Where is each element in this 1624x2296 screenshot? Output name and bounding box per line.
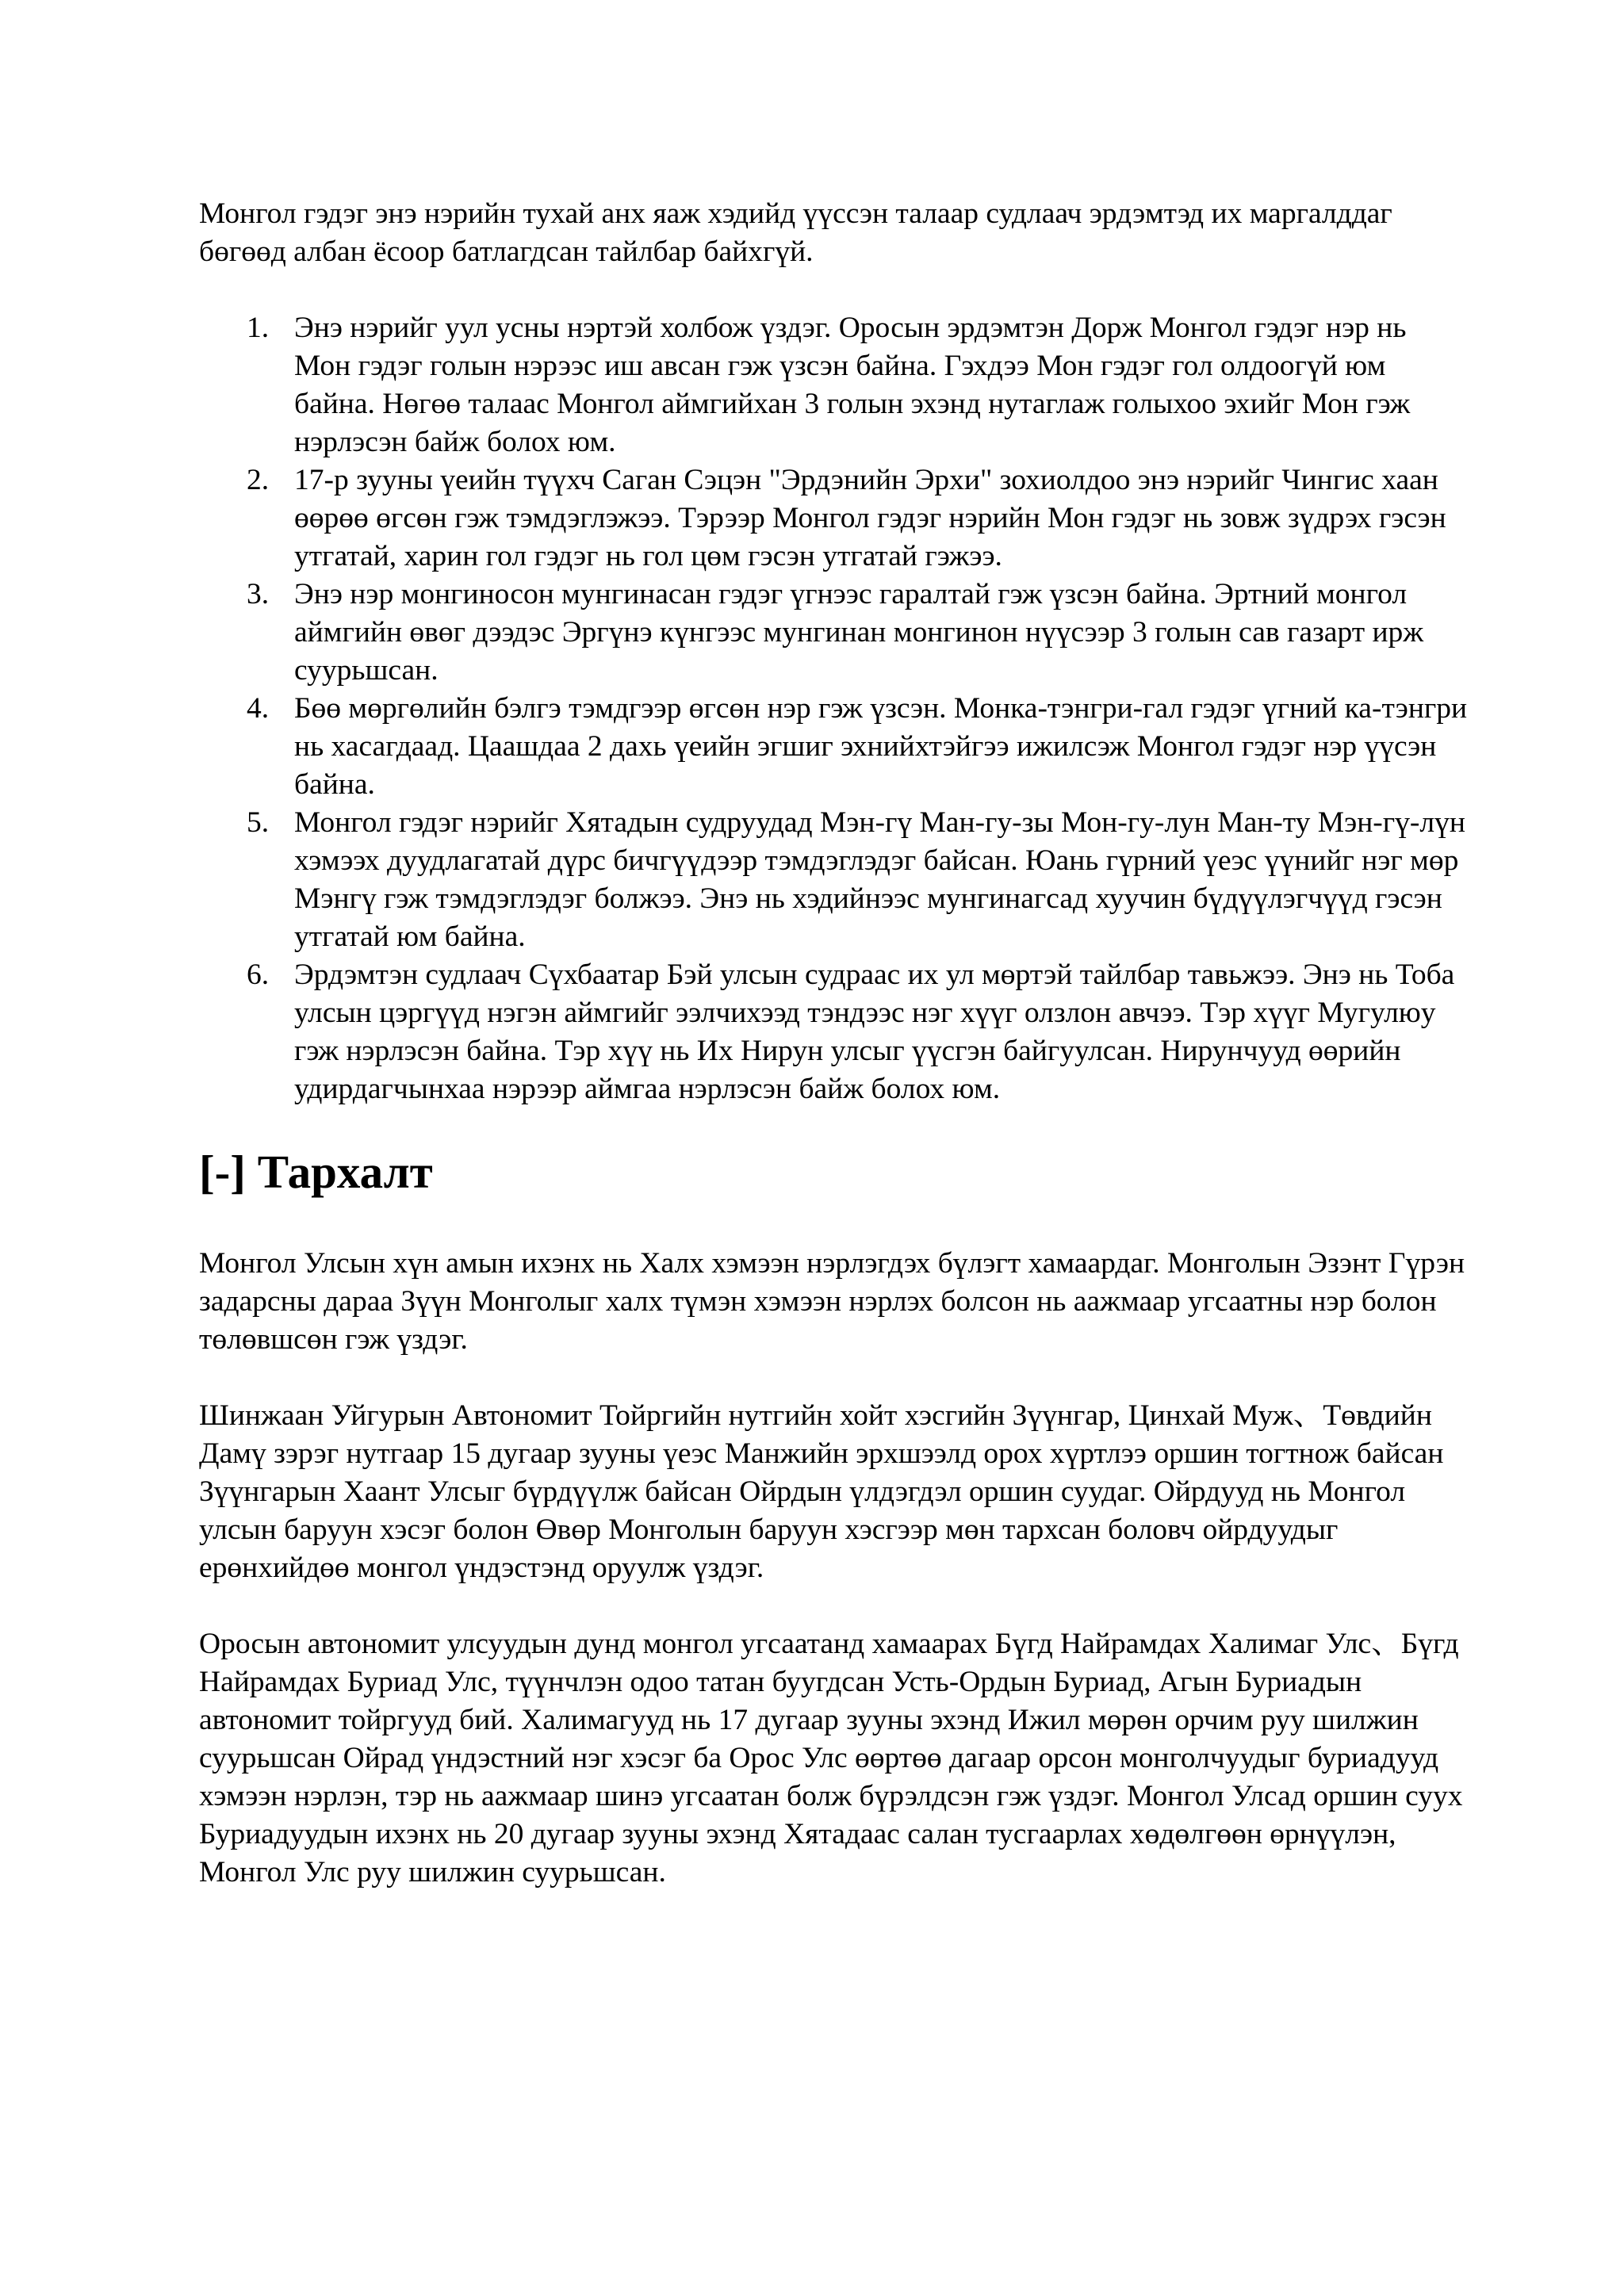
list-item-text: Энэ нэр монгиносон мунгинасан гэдэг үгнээс гаралтай гэж үзсэн байна. Эртний монгол аймгийн өвөг дээдэс Эргүнэ күнгээс мунгинан монгинон нүүсээр 3 голын сав газарт ирж суурьшсан. [294, 578, 1424, 687]
list-item-text: Монгол гэдэг нэрийг Хятадын судруудад Мэн-гү Ман-гу-зы Мон-гу-лун Ман-ту Мэн-гү-лүн хэмээх дуудлагатай дүрс бичгүүдээр тэмдэглэдэг байсан. Юань гүрний үеэс үүнийг нэг мөр Мэнгү гэж тэмдэглэдэг болжээ. Энэ нь хэдийнээс мунгинагсад хуучин бүдүүлэгчүүд гэсэн утгатай юм байна. [294, 806, 1465, 953]
list-number: 4. [247, 692, 270, 725]
list-item-text: Энэ нэрийг уул усны нэртэй холбож үздэг. Оросын эрдэмтэн Дорж Монгол гэдэг нэр нь Мон гэдэг голын нэрээс иш авсан гэж үзсэн байна. Гэхдээ Мон гэдэг гол олдоогүй юм байна. Нөгөө талаас Монгол аймгийхан 3 голын эхэнд нутаглаж голыхоо эхийг Мон гэж нэрлэсэн байж болох юм. [294, 312, 1411, 458]
list-number: 5. [247, 806, 270, 839]
theories-list [199, 309, 1468, 1108]
list-item-text: 17-р зууны үеийн түүхч Саган Сэцэн "Эрдэнийн Эрхи" зохиолдоо энэ нэрийг Чингис хаан өөрөө өгсөн гэж тэмдэглэжээ. Тэрээр Монгол гэдэг нэрийн Мон гэдэг нь зовж зүдрэх гэсэн утгатай, харин гол гэдэг нь гол цөм гэсэн утгатай гэжээ. [294, 464, 1446, 572]
section-heading-distribution: [-] Тархалт [199, 1146, 433, 1198]
distribution-paragraph-2: Шинжаан Уйгурын Автономит Тойргийн нутгийн хойт хэсгийн Зүүнгар, Цинхай Муж、Төвдийн Дамү зэрэг нутгаар 15 дугаар зууны үеэс Манжийн эрхшээлд орох хүртлээ оршин тогтнож байсан Зүүнгарын Хаант Улсыг бүрдүүлж байсан Ойрдын үлдэгдэл оршин суудаг. Ойрдууд нь Монгол улсын баруун хэсэг болон Өвөр Монголын баруун хэсгээр мөн тархсан боловч ойрдуудыг ерөнхийдөө монгол үндэстэнд оруулж үздэг. [199, 1399, 1444, 1584]
list-item-text: Эрдэмтэн судлаач Сүхбаатар Бэй улсын судраас их ул мөртэй тайлбар тавьжээ. Энэ нь Тоба улсын цэргүүд нэгэн аймгийг ээлчихээд тэндээс нэг хүүг олзлон авчээ. Тэр хүүг Мугулюу гэж нэрлэсэн байна. Тэр хүү нь Их Нирун улсыг үүсгэн байгуулсан. Нирунчууд өөрийн удирдагчынхаа нэрээр аймгаа нэрлэсэн байж болох юм. [294, 959, 1455, 1105]
list-item [199, 956, 1468, 1108]
list-item-text: Бөө мөргөлийн бэлгэ тэмдгээр өгсөн нэр гэж үзсэн. Монка-тэнгри-гал гэдэг үгний ка-тэнгри нь хасагдаад. Цаашдаа 2 дахь үеийн эгшиг эхнийхтэйгээ ижилсэж Монгол гэдэг нэр үүсэн байна. [294, 692, 1468, 801]
document-page [199, 195, 1468, 1930]
list-number: 1. [247, 312, 270, 344]
list-item [199, 576, 1468, 690]
intro-paragraph: Монгол гэдэг энэ нэрийн тухай анх яаж хэдийд үүссэн талаар судлаач эрдэмтэд их маргалддаг бөгөөд албан ёсоор батлагдсан тайлбар байхгүй. [199, 197, 1392, 268]
distribution-paragraph-3: Оросын автономит улсуудын дунд монгол угсаатанд хамаарах Бүгд Найрамдах Халимаг Улс、Бүгд Найрамдах Буриад Улс, түүнчлэн одоо татан буугдсан Усть-Ордын Буриад, Агын Буриадын автономит тойргууд бий. Халимагууд нь 17 дугаар зууны эхэнд Ижил мөрөн орчим руу шилжин суурьшсан Ойрад үндэстний нэг хэсэг ба Орос Улс өөртөө дагаар орсон монголчуудыг буриадууд хэмээн нэрлэн, тэр нь аажмаар шинэ угсаатан болж бүрэлдсэн гэж үздэг. Монгол Улсад оршин суух Буриадуудын ихэнх нь 20 дугаар зууны эхэнд Хятадаас салан тусгаарлах хөдөлгөөн өрнүүлэн, Монгол Улс руу шилжин суурьшсан. [199, 1628, 1463, 1888]
list-item [199, 309, 1468, 461]
list-number: 6. [247, 959, 270, 991]
distribution-paragraph-1: Монгол Улсын хүн амын ихэнх нь Халх хэмээн нэрлэгдэх бүлэгт хамаардаг. Монголын Эзэнт Гүрэн задарсны дараа Зүүн Монголыг халх түмэн хэмээн нэрлэх болсон нь аажмаар угсаатны нэр болон төлөвшсөн гэж үздэг. [199, 1247, 1465, 1356]
list-number: 3. [247, 578, 270, 610]
list-item [199, 690, 1468, 804]
list-item [199, 804, 1468, 956]
list-item [199, 461, 1468, 576]
list-number: 2. [247, 464, 270, 496]
